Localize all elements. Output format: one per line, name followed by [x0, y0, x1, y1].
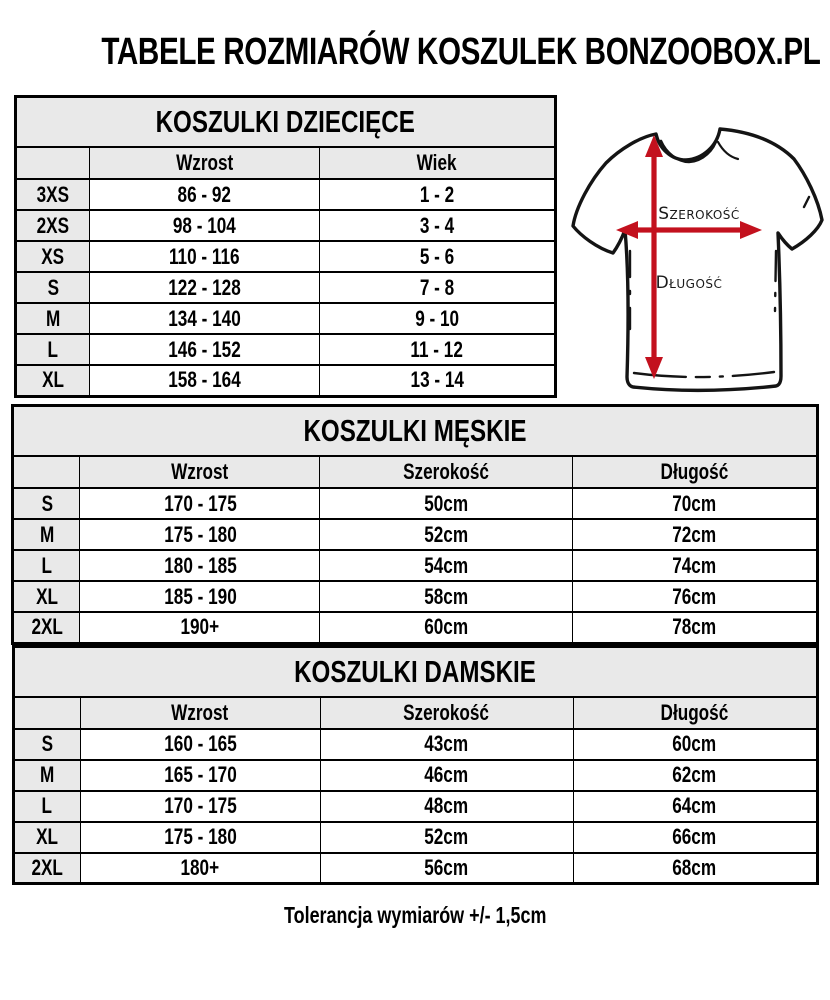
men-size-table — [11, 404, 818, 645]
table-row — [13, 519, 817, 550]
value-cell: 70cm — [573, 488, 817, 519]
table-row — [13, 488, 817, 519]
value-cell: 58cm — [320, 581, 573, 612]
size-label: XL — [13, 822, 80, 853]
column-header: Długość — [573, 697, 817, 729]
table-title: KOSZULKI MĘSKIE — [13, 406, 817, 457]
size-label: XS — [16, 241, 90, 272]
table-title-row — [13, 406, 817, 457]
value-cell: 43cm — [320, 729, 573, 760]
value-cell: 13 - 14 — [320, 365, 556, 396]
value-cell: 180+ — [80, 853, 320, 884]
value-cell: 62cm — [573, 760, 817, 791]
table-title-row — [16, 97, 556, 148]
value-cell: 175 - 180 — [80, 519, 320, 550]
column-header: Wiek — [320, 147, 556, 179]
column-header: Szerokość — [320, 697, 573, 729]
column-header: Szerokość — [320, 456, 573, 488]
value-cell: 5 - 6 — [320, 241, 556, 272]
value-cell: 48cm — [320, 791, 573, 822]
value-cell: 170 - 175 — [80, 791, 320, 822]
women-size-table — [12, 645, 819, 886]
size-label: XL — [16, 365, 90, 396]
tshirt-measurement-diagram — [568, 99, 828, 399]
table-row — [16, 334, 556, 365]
table-row — [13, 853, 817, 884]
size-label: M — [13, 519, 80, 550]
value-cell: 68cm — [573, 853, 817, 884]
table-row — [16, 241, 556, 272]
table-header-row — [13, 697, 817, 729]
table-title: KOSZULKI DAMSKIE — [13, 646, 817, 697]
value-cell: 46cm — [320, 760, 573, 791]
value-cell: 1 - 2 — [320, 179, 556, 210]
value-cell: 110 - 116 — [90, 241, 320, 272]
value-cell: 9 - 10 — [320, 303, 556, 334]
size-label: L — [13, 550, 80, 581]
value-cell: 134 - 140 — [90, 303, 320, 334]
size-column-corner — [16, 147, 90, 179]
size-label: 2XL — [13, 612, 80, 643]
column-header: Długość — [573, 456, 817, 488]
value-cell: 64cm — [573, 791, 817, 822]
table-row — [13, 791, 817, 822]
value-cell: 3 - 4 — [320, 210, 556, 241]
value-cell: 50cm — [320, 488, 573, 519]
size-label: 2XS — [16, 210, 90, 241]
value-cell: 56cm — [320, 853, 573, 884]
width-arrow-shaft — [630, 227, 748, 232]
size-label: M — [13, 760, 80, 791]
width-label: Szerokość — [658, 204, 740, 224]
table-row — [16, 303, 556, 334]
table-row — [16, 210, 556, 241]
value-cell: 190+ — [80, 612, 320, 643]
kids-size-table — [14, 95, 557, 398]
table-row — [13, 729, 817, 760]
length-label: Długość — [655, 273, 723, 293]
page-title: TABELE ROZMIARÓW KOSZULEK BONZOOBOX.PL — [101, 31, 821, 73]
size-label: 3XS — [16, 179, 90, 210]
value-cell: 170 - 175 — [80, 488, 320, 519]
tshirt-outline — [573, 129, 822, 390]
table-title-row — [13, 646, 817, 697]
table-header-row — [13, 456, 817, 488]
size-label: S — [13, 729, 80, 760]
value-cell: 78cm — [573, 612, 817, 643]
table-row — [16, 365, 556, 396]
value-cell: 74cm — [573, 550, 817, 581]
column-header: Wzrost — [80, 456, 320, 488]
value-cell: 76cm — [573, 581, 817, 612]
value-cell: 158 - 164 — [90, 365, 320, 396]
size-label: S — [13, 488, 80, 519]
table-row — [13, 550, 817, 581]
top-section — [14, 95, 830, 404]
size-label: M — [16, 303, 90, 334]
value-cell: 60cm — [573, 729, 817, 760]
value-cell: 180 - 185 — [80, 550, 320, 581]
size-column-corner — [13, 697, 80, 729]
value-cell: 165 - 170 — [80, 760, 320, 791]
column-header: Wzrost — [90, 147, 320, 179]
value-cell: 52cm — [320, 822, 573, 853]
value-cell: 7 - 8 — [320, 272, 556, 303]
size-label: L — [13, 791, 80, 822]
value-cell: 86 - 92 — [90, 179, 320, 210]
value-cell: 122 - 128 — [90, 272, 320, 303]
size-label: S — [16, 272, 90, 303]
table-row — [16, 179, 556, 210]
size-label: L — [16, 334, 90, 365]
table-row — [13, 822, 817, 853]
table-header-row — [16, 147, 556, 179]
value-cell: 175 - 180 — [80, 822, 320, 853]
tshirt-diagram-wrap — [568, 99, 828, 404]
table-row — [13, 612, 817, 643]
value-cell: 146 - 152 — [90, 334, 320, 365]
column-header: Wzrost — [80, 697, 320, 729]
value-cell: 98 - 104 — [90, 210, 320, 241]
table-title: KOSZULKI DZIECIĘCE — [16, 97, 556, 148]
tolerance-note: Tolerancja wymiarów +/- 1,5cm — [283, 902, 547, 928]
size-label: XL — [13, 581, 80, 612]
value-cell: 54cm — [320, 550, 573, 581]
value-cell: 160 - 165 — [80, 729, 320, 760]
value-cell: 185 - 190 — [80, 581, 320, 612]
table-row — [13, 581, 817, 612]
value-cell: 52cm — [320, 519, 573, 550]
value-cell: 66cm — [573, 822, 817, 853]
size-label: 2XL — [13, 853, 80, 884]
table-row — [13, 760, 817, 791]
length-arrow-shaft — [651, 149, 656, 365]
table-row — [16, 272, 556, 303]
value-cell: 60cm — [320, 612, 573, 643]
value-cell: 11 - 12 — [320, 334, 556, 365]
value-cell: 72cm — [573, 519, 817, 550]
size-column-corner — [13, 456, 80, 488]
